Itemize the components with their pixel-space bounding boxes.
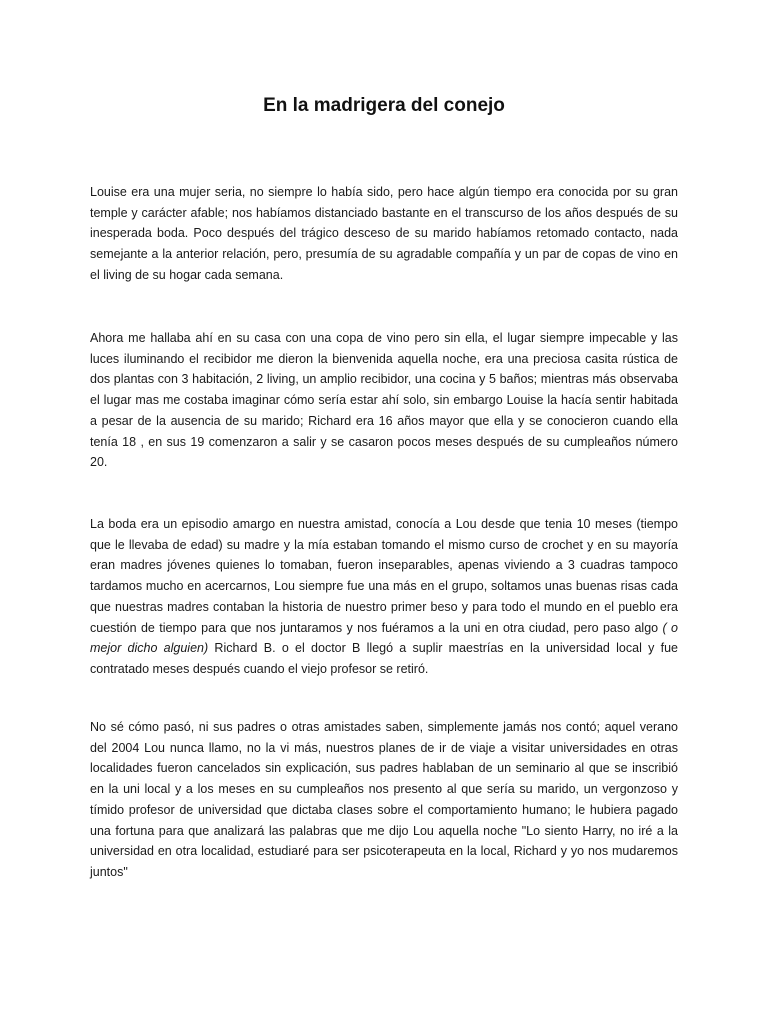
paragraph-1: Louise era una mujer seria, no siempre lo había sido, pero hace algún tiempo era conocida por su gran temple y carácter afable; nos habíamos distanciado bastante en el transcurso de los años después de su inesperada boda. Poco después del trágico desceso de su marido habíamos retomado contacto, nada semejante a la anterior relación, pero, presumía de su agradable compañía y un par de copas de vino en el living de su hogar cada semana. xyxy=(90,185,678,282)
document-title: En la madrigera del conejo xyxy=(263,95,505,116)
paragraph-3-text-after: Richard B. o el doctor B llegó a suplir maestrías en la universidad local y fue contratado meses después cuando el viejo profesor se retiró. xyxy=(90,641,679,676)
paragraph-2: Ahora me hallaba ahí en su casa con una copa de vino pero sin ella, el lugar siempre impecable y las luces iluminando el recibidor me dieron la bienvenida aquella noche, era una preciosa casita rústica de dos plantas con 3 habitación, 2 living, un amplio recibidor, una cocina y 5 baños; mientras más observaba el lugar mas me costaba imaginar cómo sería estar ahí solo, sin embargo Louise la hacía sentir habitada a pesar de la ausencia de su marido; Richard era 16 años mayor que ella y se conocieron cuando ella tenía 18 , en sus 19 comenzaron a salir y se casaron pocos meses después de su cumpleaños número 20. xyxy=(90,331,678,470)
paragraph-4: No sé cómo pasó, ni sus padres o otras amistades saben, simplemente jamás nos contó; aquel verano del 2004 Lou nunca llamo, no la vi más, nuestros planes de ir de viaje a visitar universidades en otras localidades fueron cancelados sin explicación, sus padres hablaban de un seminario al que se inscribió en la uni local y a los meses en su cumpleaños nos presento al que sería su marido, un vergonzoso y tímido profesor de universidad que dictaba clases sobre el comportamiento humano; le hubiera pagado una fortuna para que analizará las palabras que me dijo Lou aquella noche "Lo siento Harry, no iré a la universidad en otra localidad, estudiaré para ser psicoterapeuta en la local, Richard y yo nos mudaremos juntos" xyxy=(90,720,678,879)
paragraph-3 xyxy=(90,514,678,680)
paragraph-3-italic-aside: ( o mejor dicho alguien) xyxy=(90,620,678,656)
paragraph-3-text-before: La boda era un episodio amargo en nuestra amistad, conocía a Lou desde que tenia 10 meses (tiempo que le llevaba de edad) su madre y la mía estaban tomando el mismo curso de crochet y en su mayoría eran madres jóvenes quienes lo tomaban, fueron inseparables, apenas viviendo a 3 cuadras tampoco tardamos mucho en acercarnos, Lou siempre fue una más en el grupo, soltamos unas buenas risas cada que nuestras madres contaban la historia de nuestro primer beso y para todo el mundo en el pueblo era cuestión de tiempo para que nos juntaramos y nos fuéramos a la uni en otra ciudad, pero paso algo xyxy=(90,517,678,635)
